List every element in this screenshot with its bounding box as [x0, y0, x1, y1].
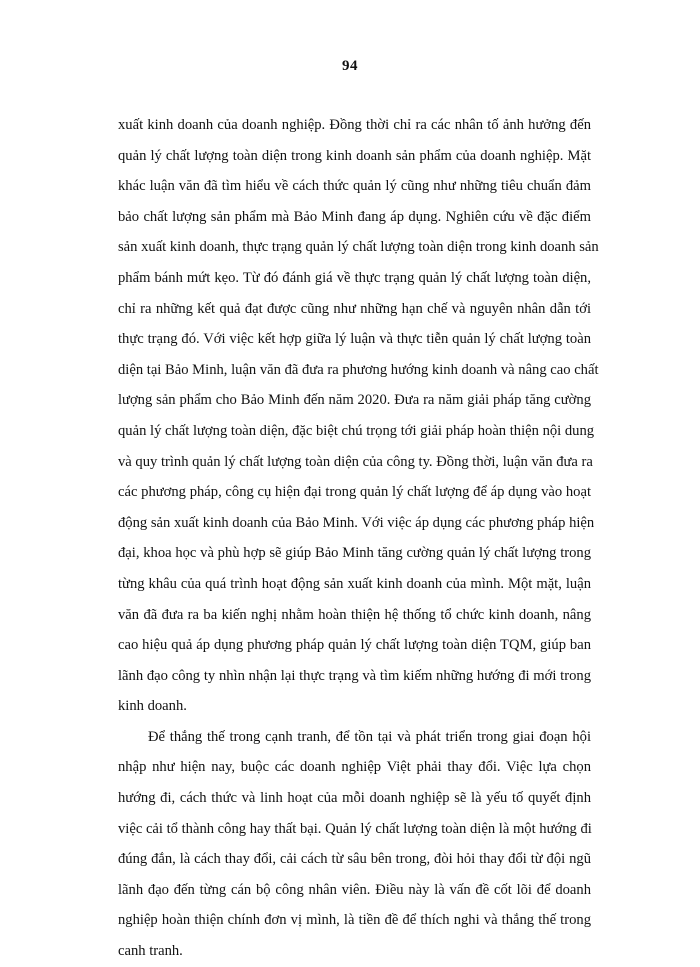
body-text: [118, 110, 599, 967]
text-line: động sản xuất kinh doanh của Bảo Minh. Với việc áp dụng các phương pháp hiện: [118, 514, 595, 531]
paragraph-1: [118, 110, 599, 722]
text-line: diện tại Bảo Minh, luận văn đã đưa ra phương hướng kinh doanh và nâng cao chất: [118, 361, 599, 378]
text-line: quản lý chất lượng toàn diện, đặc biệt chú trọng tới giải pháp hoàn thiện nội dung: [118, 422, 595, 439]
text-line: nhập như hiện nay, buộc các doanh nghiệp Việt phải thay đổi. Việc lựa chọn: [118, 759, 591, 776]
text-line: quản lý chất lượng toàn diện trong kinh doanh sản phẩm của doanh nghiệp. Mặt: [118, 147, 591, 164]
text-line: nghiệp hoàn thiện chính đơn vị mình, là tiền đề để thích nghi và thắng thế trong: [118, 912, 591, 929]
text-line: các phương pháp, công cụ hiện đại trong quản lý chất lượng để áp dụng vào hoạt: [118, 484, 591, 501]
text-line: khác luận văn đã tìm hiểu về cách thức quản lý cũng như những tiêu chuẩn đảm: [118, 178, 591, 195]
text-line: văn đã đưa ra ba kiến nghị nhằm hoàn thiện hệ thống tổ chức kinh doanh, nâng: [118, 606, 591, 623]
text-line: sản xuất kinh doanh, thực trạng quản lý chất lượng toàn diện trong kinh doanh sản: [118, 239, 599, 256]
text-line: lãnh đạo đến từng cán bộ công nhân viên. Điều này là vấn đề cốt lõi để doanh: [118, 881, 591, 898]
text-line: cao hiệu quả áp dụng phương pháp quản lý chất lượng toàn diện TQM, giúp ban: [118, 637, 591, 654]
text-line: xuất kinh doanh của doanh nghiệp. Đồng thời chỉ ra các nhân tố ảnh hưởng đến: [118, 117, 591, 133]
text-line: lượng sản phẩm cho Bảo Minh đến năm 2020. Đưa ra năm giải pháp tăng cường: [118, 392, 591, 409]
paragraph-2: [118, 722, 591, 967]
text-line: phẩm bánh mứt kẹo. Từ đó đánh giá về thực trạng quản lý chất lượng toàn diện,: [118, 269, 591, 286]
text-line: chỉ ra những kết quả đạt được cũng như những hạn chế và nguyên nhân dẫn tới: [118, 300, 591, 317]
text-line: từng khâu của quá trình hoạt động sản xuất kinh doanh của mình. Một mặt, luận: [118, 575, 591, 592]
page-number: 94: [342, 58, 358, 74]
text-line: Để thắng thế trong cạnh tranh, để tồn tại và phát triển trong giai đoạn hội: [148, 728, 591, 745]
text-line: lãnh đạo công ty nhìn nhận lại thực trạng và tìm kiếm những hướng đi mới trong: [118, 667, 591, 684]
text-line: đại, khoa học và phù hợp sẽ giúp Bảo Minh tăng cường quản lý chất lượng trong: [118, 545, 591, 562]
text-line: hướng đi, cách thức và linh hoạt của mỗi doanh nghiệp sẽ là yếu tố quyết định: [118, 790, 591, 807]
text-line: đúng đắn, là cách thay đổi, cải cách từ sâu bên trong, đòi hỏi thay đổi từ đội ngũ: [118, 851, 591, 868]
text-line: và quy trình quản lý chất lượng toàn diện của công ty. Đồng thời, luận văn đưa ra: [118, 453, 593, 470]
text-line: bảo chất lượng sản phẩm mà Bảo Minh đang áp dụng. Nghiên cứu về đặc điểm: [118, 208, 591, 225]
text-line: thực trạng đó. Với việc kết hợp giữa lý luận và thực tiễn quản lý chất lượng toàn: [118, 331, 591, 348]
text-line: canh tranh.: [118, 943, 183, 960]
text-line: việc cải tổ thành công hay thất bại. Quản lý chất lượng toàn diện là một hướng đi: [118, 820, 592, 837]
text-line: kinh doanh.: [118, 698, 187, 715]
